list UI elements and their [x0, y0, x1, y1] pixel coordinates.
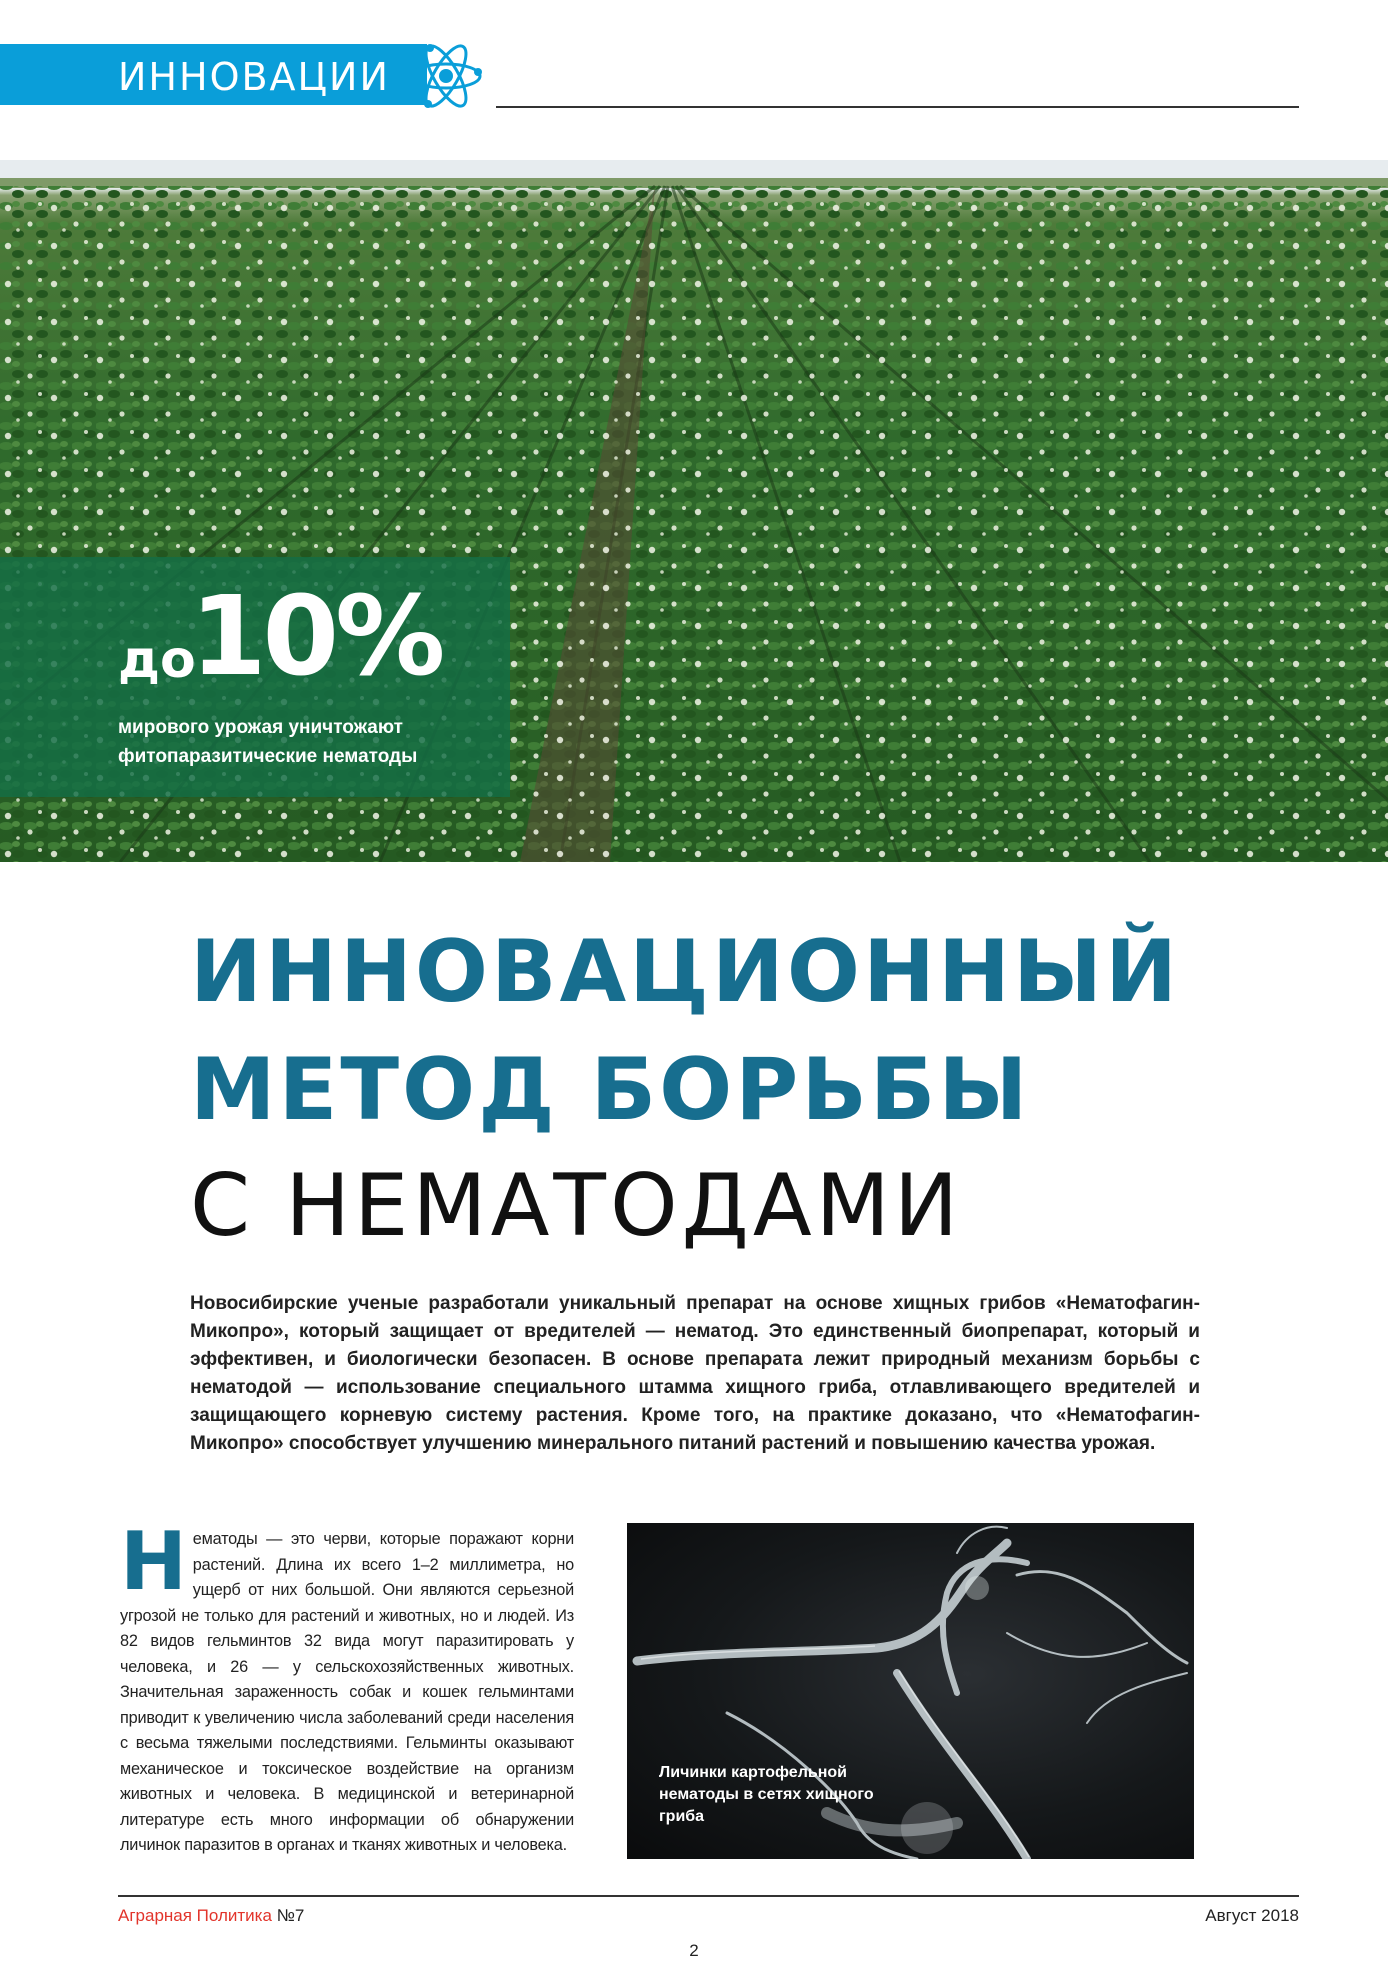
body-text: ематоды — это черви, которые поражают корни растений. Длина их всего 1–2 миллиметра, но ущерб от них большой. Они являются серьезной угрозой не только для растений и животных, но и людей. Из 82 видов гельминтов 32 вида могут паразитировать у человека, и 26 — у сельскохозяйственных животных. Значительная зараженность собак и кошек гельминтами приводит к увеличению числа заболеваний среди населения с весьма тяжелыми последствиями. Гельминты оказывают механическое и токсическое воздействие на организм животных и человека. В медицинской и ветеринарной литературе есть много информации об обнаружении личинок паразитов в органах и тканях животных и человека.	[120, 1530, 574, 1854]
article-title-line1: ИННОВАЦИОННЫЙ	[190, 922, 1181, 1022]
header-rule	[496, 106, 1299, 108]
article-title-line2: МЕТОД БОРЬБЫ	[190, 1040, 1031, 1140]
footer-rule	[118, 1895, 1299, 1897]
publication-title: Аграрная Политика	[118, 1906, 272, 1925]
issue-number: №7	[276, 1906, 305, 1925]
page-number: 2	[689, 1941, 699, 1960]
stat-value: 10%	[190, 572, 442, 700]
lead-paragraph: Новосибирские ученые разработали уникальный препарат на основе хищных грибов «Нематофагин-Микопро», который защищает от вредителей — нематод. Это единственный биопрепарат, который и эффективен, и биологически безопасен. В основе препарата лежит природный механизм борьбы с нематодой — использование специального штамма хищного гриба, отлавливающего вредителей и защищающего корневую систему растения. Кроме того, на практике доказано, что «Нематофагин-Микопро» способствует улучшению минерального питаний растений и повышению качества урожая.	[190, 1293, 1200, 1454]
stat-caption: мирового урожая уничтожают фитопаразитические нематоды	[118, 717, 418, 767]
body-paragraph	[120, 1515, 574, 1859]
article-title-line3: С НЕМАТОДАМИ	[190, 1156, 963, 1256]
section-label: ИННОВАЦИИ	[118, 55, 390, 99]
atom-icon	[408, 38, 484, 114]
photo-caption: Личинки картофельной нематоды в сетях хищного гриба	[659, 1764, 874, 1825]
issue-date: Август 2018	[1205, 1906, 1299, 1925]
publication-name	[118, 1906, 304, 1926]
dropcap: Н	[120, 1515, 187, 1608]
stat-prefix: до	[118, 630, 196, 690]
